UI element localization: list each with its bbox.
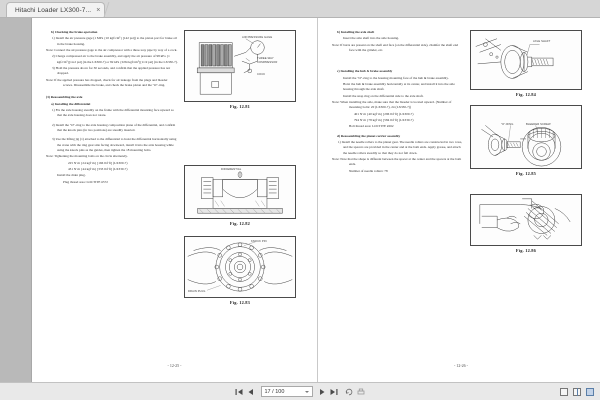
note-paragraph: Note: Tightening the mounting bolts on the circle alternately. [46,154,128,159]
paragraph: 1) Install the needle rollers to the planet gear. The needle rollers are constructed in two rows, and the spacers are provided in the center and at the both ends. Apply grease, and attach the needle rollers steadily so that they do not fall down. [338,139,463,155]
figure-label: COCK [257,73,266,76]
hub-brake-assembly-figure [470,105,582,169]
figure-caption: Fig. 12.84 [515,92,537,97]
figure-label: BLEEDER SCREW [526,123,551,126]
paragraph: Install the snap ring on the differential side to the axle shaft. [343,93,424,98]
page-left-figure-column [184,30,296,305]
paragraph: Hoist the hub & brake assembly horizontally at its center, and install it into the axle housing through the axle shaft. [343,81,455,92]
figure-caption: Fig. 12.85 [515,171,537,176]
torque-spec: 794 N·m {78 kgf·m} [584 lbf·ft] (LX330-7) [354,117,414,122]
axle-housing-mounting-figure [184,165,296,219]
heading-b-checking-brake: b) Checking the brake operation [51,30,98,34]
rotate-icon[interactable] [345,387,354,397]
page-left-text-column [46,30,178,305]
pdf-viewer [0,18,600,382]
last-page-icon[interactable] [330,387,339,397]
figure-label: DRAIN PLUG [188,290,206,293]
brake-air-pressure-diagram [185,31,295,101]
note-paragraph: Note: If the applied pressure has dropped, check for air leakage from the plugs and bleeder screws. Disassemble the brake, and check the brake piston and the "O"-ring. [46,77,168,87]
next-page-icon[interactable] [318,387,327,397]
torque-spec: 401 N·m {40 kgf·m} [296 lbf·ft] (LX300-7) [354,111,414,116]
figure-caption: Fig. 12.82 [229,221,251,226]
heading-d-reassembling-planet-carrier: d) Reassembling the planet carrier assembly [337,133,401,138]
note-paragraph: Note: If burrs are present on the shaft end face (on the differential side), chamfer the shaft end face with the grinder, etc. [332,42,459,52]
paragraph: 1) Fix the axle housing steadily on the frame with the differential mounting face upward so that the axle housing does not rotate. [52,107,174,118]
heading-a-installing-differential: a) Installing the differential [51,101,91,106]
figure-label: COMPRESSOR [257,61,278,64]
page-right-columns [332,30,590,253]
document-tab-label: Hitachi Loader LX300-7... [15,6,92,14]
page-number-footer: - 12-26 - [454,363,468,368]
previous-page-icon[interactable] [247,387,256,397]
close-icon[interactable]: × [96,6,101,14]
torque-spec: 431 N·m {44 kgf·m} [333 lbf·ft] (LX330-7) [68,166,128,171]
page-number-footer: - 12-25 - [167,363,182,368]
paragraph: Plug thread area: LOCTITE #572 [63,179,108,184]
pdf-navigation-toolbar [0,382,600,400]
note-paragraph: Note: Connect the air pressure gage to the air compressor with a three-way pipe by way of a cock. [46,47,178,52]
needle-roller-installation-figure [470,194,582,246]
paragraph: Insert the axle shaft into the axle housing. [343,36,399,41]
torque-spec: 225 N·m {24 kgf·m} [166 lbf·ft] (LX300-7) [68,160,128,165]
browser-tab-strip [0,0,600,18]
heading-c-installing-hub-brake: c) Installing the hub & brake assembly [337,69,393,74]
page-right-text-column [332,30,464,253]
differential-face-diagram [185,237,295,297]
figure-label: DIFFERENTIAL [221,168,242,171]
axle-shaft-installation-figure [470,30,582,90]
needle-roller-hands-diagram [471,195,581,245]
note-paragraph: Note: When installing the axle, make sure that the bleeder is located upward. (Number of mounting bolts: 20 (LX300-7), 24 (LX330-7)) [332,99,452,110]
paragraph: 2) Charge compressed air to the brake assembly, and apply the air pressure of 98 kPa {1 kgf/cm²}[14.2 psi] (in the LX300-7) or 82 kPa {0.84 kgf/cm²}[11.9 psi] (in the LX330-7). [52,54,178,64]
document-page-right[interactable] [318,18,600,382]
facing-pages-view-icon[interactable] [586,388,594,396]
page-number-value: 17 / 100 [264,388,285,395]
figure-caption: Fig. 12.81 [229,104,251,109]
paragraph: Install the "O"-ring to the housing mounting face of the hub & brake assembly. [343,75,449,80]
single-page-view-icon[interactable] [560,388,568,396]
heading-b-installing-axle-shaft: b) Installing the axle shaft [337,30,375,34]
hub-brake-assembly-diagram [471,106,581,168]
chevron-down-icon[interactable] [305,391,309,393]
page-right-figure-column [470,30,582,253]
document-pages-area [32,18,600,382]
figure-label: THREE-WAY [257,57,274,60]
figure-caption: Fig. 12.83 [229,300,251,305]
axle-shaft-diagram [471,31,581,89]
paragraph: Install the drain plug. [57,173,86,178]
document-page-left[interactable] [32,18,318,382]
figure-label: KNOCK PIN [251,240,267,243]
figure-label: "O"-RING [501,123,514,126]
page-number-input[interactable] [261,386,313,397]
print-icon[interactable] [357,387,366,397]
paragraph: 3) Use the lifting jig (1) attached to the differential to hoist the differential horizontally using the crane with the ring gear side facing downward, install it into the axle housing while using the knock pins as the guides, then tighten the 18 mounting bolts. [52,137,177,152]
axle-housing-diagram [185,166,295,218]
paragraph: Bolt thread area: LOCTITE #262 [349,124,394,129]
brake-air-pressure-test-figure [184,30,296,102]
note-paragraph: Note: Note that the shape is different between the spacer at the center and the spacers at the both ends. [332,156,462,167]
paragraph: Number of needle rollers: 78 [349,168,388,173]
thumbnail-sidebar-panel[interactable] [0,18,32,382]
toolbar-view-mode-group [560,388,594,396]
figure-caption: Fig. 12.86 [515,248,537,253]
heading-3-reassembling-axle: (3) Reassembling the axle [46,95,83,100]
document-tab[interactable] [6,2,105,17]
page-left-columns [46,30,303,305]
tab-strip-divider [104,2,119,17]
figure-label: AXLE SHAFT [533,40,551,43]
paragraph: 3) Hold the pressure above for 30 seconds, and confirm that the applied pressure has not dropped. [52,65,171,76]
figure-label: AIR PRESSURE GAGE [242,36,273,39]
paragraph: 1) Install the air pressure gage (1 MPa {10 kgf/cm²} [142 psi]) to the piston port for brake oil in the brake housing. [52,36,177,46]
paragraph: 2) Install the "O"-ring to the axle housing composition plane of the differential, and confirm that the knock pins (in two positions) are steadily inserted. [52,122,176,132]
spacer [332,54,464,63]
first-page-icon[interactable] [235,387,244,397]
toolbar-center-group [0,386,600,397]
differential-knock-pin-figure [184,236,296,298]
